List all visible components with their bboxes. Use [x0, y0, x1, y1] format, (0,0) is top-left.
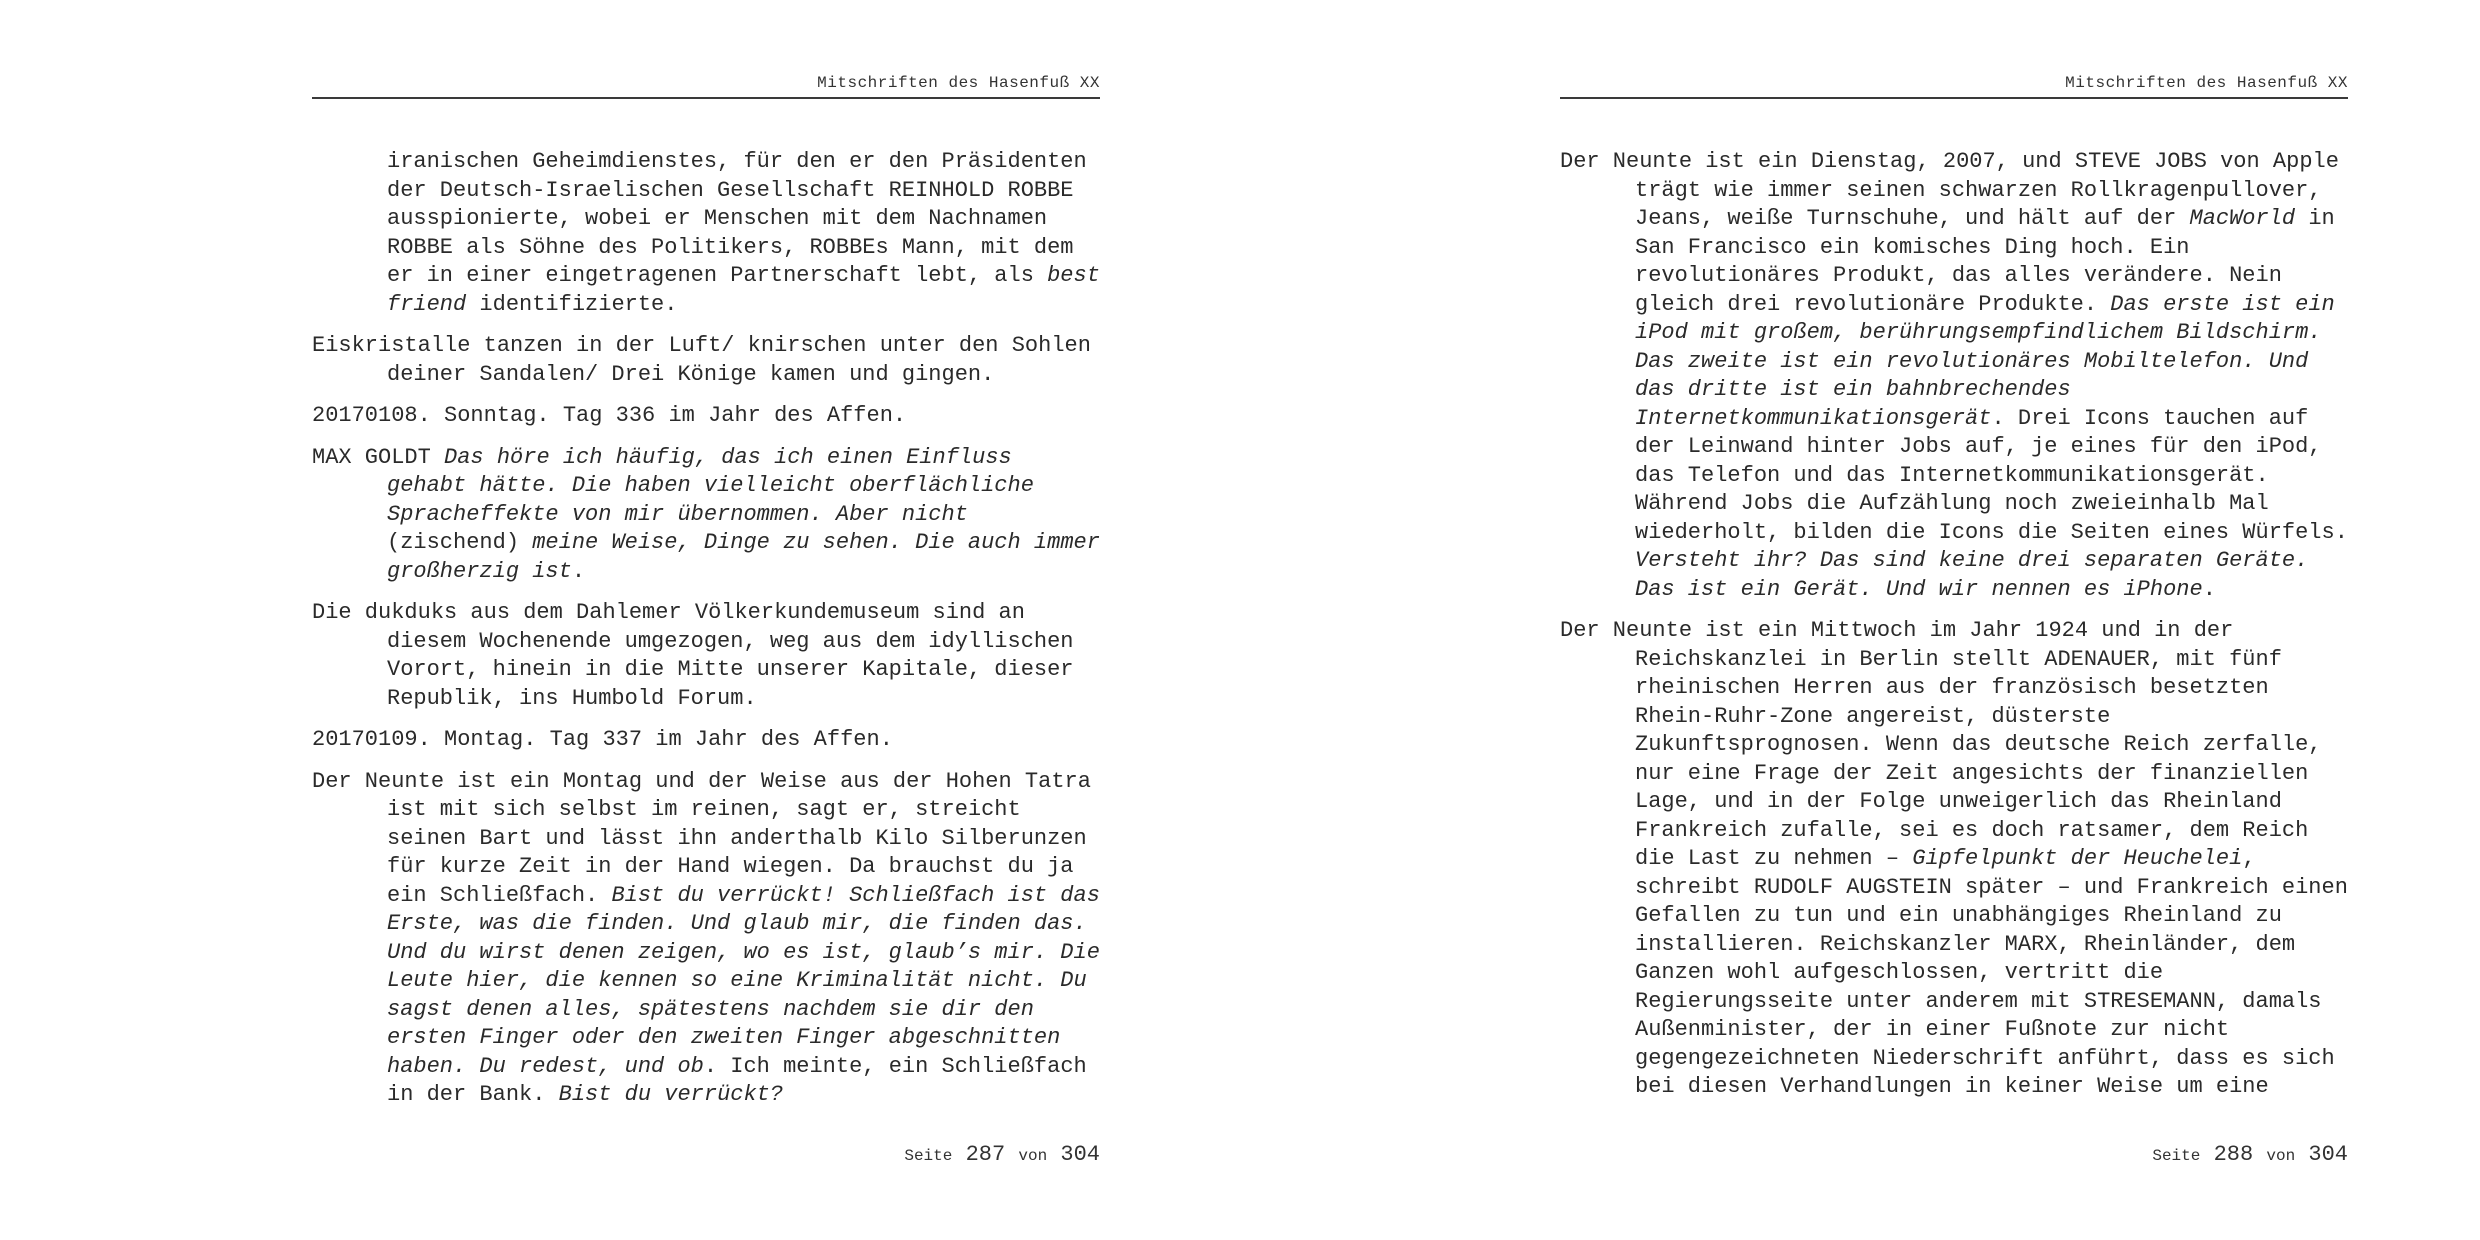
paragraph	[312, 768, 1114, 1110]
text-run: , schreibt RUDOLF AUGSTEIN später – und Frankreich einen Gefallen zu tun und ein unabhängiges Rheinland zu installieren. Reichskanzler MARX, Rheinländer, dem Ganzen wohl aufgeschlossen, vertritt die Regierungsseite unter anderem mit STRESEMANN, damals Außenminister, der in einer Fußnote zur nicht gegengezeichneten Niederschrift anführt, dass es sich bei diesen Verhandlungen in keiner Weise um eine	[1635, 846, 2362, 1099]
italic-run: MacWorld	[2189, 206, 2296, 231]
text-run: Die dukduks aus dem Dahlemer Völkerkundemuseum sind an diesem Wochenende umgezogen, weg aus dem idyllischen Vorort, hinein in die Mitte unserer Kapitale, dieser Republik, ins Humbold Forum.	[312, 600, 1087, 711]
italic-run: Versteht ihr? Das sind keine drei separaten Geräte. Das ist ein Gerät. Und wir nennen es iPhone	[1635, 548, 2322, 602]
page-body	[312, 148, 1114, 1123]
folio-number: 287	[965, 1142, 1006, 1167]
page-number	[312, 1142, 1100, 1167]
italic-run: best friend	[387, 263, 1114, 317]
paragraph	[1560, 148, 2362, 604]
italic-run: Bist du verrückt! Schließfach ist das Erste, was die finden. Und glaub mir, die finden das. Und du wirst denen zeigen, wo es ist, glaub’s mir. Die Leute hier, die kennen so eine Kriminalität nicht. Du sagst denen alles, spätestens nachdem sie dir den ersten Finger oder den zweiten Finger abgeschnitten haben. Du redest, und ob	[387, 882, 1114, 1079]
italic-run: Bist du verrückt?	[558, 1082, 784, 1107]
text-run: .	[2202, 576, 2216, 602]
header-rule	[1560, 97, 2348, 99]
right-page	[1560, 0, 2362, 1240]
text-run: Der Neunte ist ein Montag und der Weise aus der Hohen Tatra ist mit sich selbst im reinen, sagt er, streicht seinen Bart und lässt ihn anderthalb Kilo Silberunzen für kurze Zeit in der Hand wiegen. Da brauchst du ja ein Schließfach.	[312, 768, 1105, 908]
text-run: Eiskristalle tanzen in der Luft/ knirschen unter den Sohlen deiner Sandalen/ Drei Könige kamen und gingen.	[312, 333, 1105, 387]
folio-number: 288	[2213, 1142, 2254, 1167]
italic-run: Das höre ich häufig, das ich einen Einfluss gehabt hätte. Die haben vielleicht oberflächliche Spracheffekte von mir übernommen. Aber nicht	[387, 444, 1048, 527]
paragraph	[312, 599, 1100, 713]
text-run: . Ich meinte, ein Schließfach in der Bank.	[387, 1053, 1100, 1107]
left-page	[312, 0, 1114, 1240]
page-body	[1560, 148, 2362, 1115]
folio-total: 304	[2308, 1142, 2348, 1167]
italic-run: Gipfelpunkt der Heuchelei	[1912, 846, 2243, 871]
paragraph	[312, 444, 1114, 587]
page-number	[1560, 1142, 2348, 1167]
date-entry	[312, 726, 1100, 755]
running-head: Mitschriften des Hasenfuß XX	[817, 74, 1100, 92]
text-run: iranischen Geheimdienstes, für den er den Präsidenten der Deutsch-Israelischen Gesellschaft REINHOLD ROBBE ausspionierte, wobei er Menschen mit dem Nachnamen ROBBE als Söhne des Politikers, ROBBEs Mann, mit dem er in einer eingetragenen Partnerschaft lebt, als	[387, 149, 1100, 288]
text-run: identifizierte.	[466, 291, 678, 317]
folio-middle: von	[2266, 1147, 2296, 1165]
text-run: . Drei Icons tauchen auf der Leinwand hinter Jobs auf, je eines für den iPod, das Telefon und das Internetkommunikationsgerät. Während Jobs die Aufzählung noch zweieinhalb Mal wiederholt, bilden die Icons die Seiten eines Würfels.	[1635, 405, 2362, 545]
text-run: 20170109. Montag. Tag 337 im Jahr des Affen.	[312, 727, 893, 752]
header-rule	[312, 97, 1100, 99]
paragraph	[312, 148, 1114, 319]
text-run: .	[571, 558, 586, 584]
text-run: Der Neunte ist ein Dienstag, 2007, und STEVE JOBS von Apple trägt wie immer seinen schwarzen Rollkragenpullover, Jeans, weiße Turnschuhe, und hält auf der	[1560, 149, 2353, 231]
folio-prefix: Seite	[2152, 1147, 2201, 1165]
folio-prefix: Seite	[904, 1147, 953, 1165]
italic-run: meine Weise, Dinge zu sehen. Die auch immer großherzig ist	[387, 530, 1114, 584]
date-entry	[312, 402, 1100, 431]
italic-run: Das erste ist ein iPod mit großem, berührungsempfindlichem Bildschirm. Das zweite ist ein revolutionäres Mobiltelefon. Und das dritte ist ein bahnbrechendes Internetkommunikationsgerät	[1635, 291, 2348, 431]
text-run: (zischend)	[387, 501, 982, 555]
folio-total: 304	[1060, 1142, 1100, 1167]
text-run: Der Neunte ist ein Mittwoch im Jahr 1924 und in der Reichskanzlei in Berlin stellt ADENAUER, mit fünf rheinischen Herren aus der französisch besetzten Rhein-Ruhr-Zone angereist, düsterste Zukunftsprognosen. Wenn das deutsche Reich zerfalle, nur eine Frage der Zeit angesichts der finanziellen Lage, und in der Folge unweigerlich das Rheinland Frankreich zufalle, sei es doch ratsamer, dem Reich die Last zu nehmen –	[1560, 618, 2335, 871]
text-run: in San Francisco ein komisches Ding hoch. Ein revolutionäres Produkt, das alles verändere. Nein gleich drei revolutionäre Produkte.	[1635, 206, 2348, 317]
paragraph	[312, 332, 1105, 389]
running-head: Mitschriften des Hasenfuß XX	[2065, 74, 2348, 92]
paragraph	[1560, 617, 2362, 1102]
text-run: 20170108. Sonntag. Tag 336 im Jahr des Affen.	[312, 403, 907, 428]
folio-middle: von	[1018, 1147, 1048, 1165]
text-run: MAX GOLDT	[312, 444, 445, 470]
